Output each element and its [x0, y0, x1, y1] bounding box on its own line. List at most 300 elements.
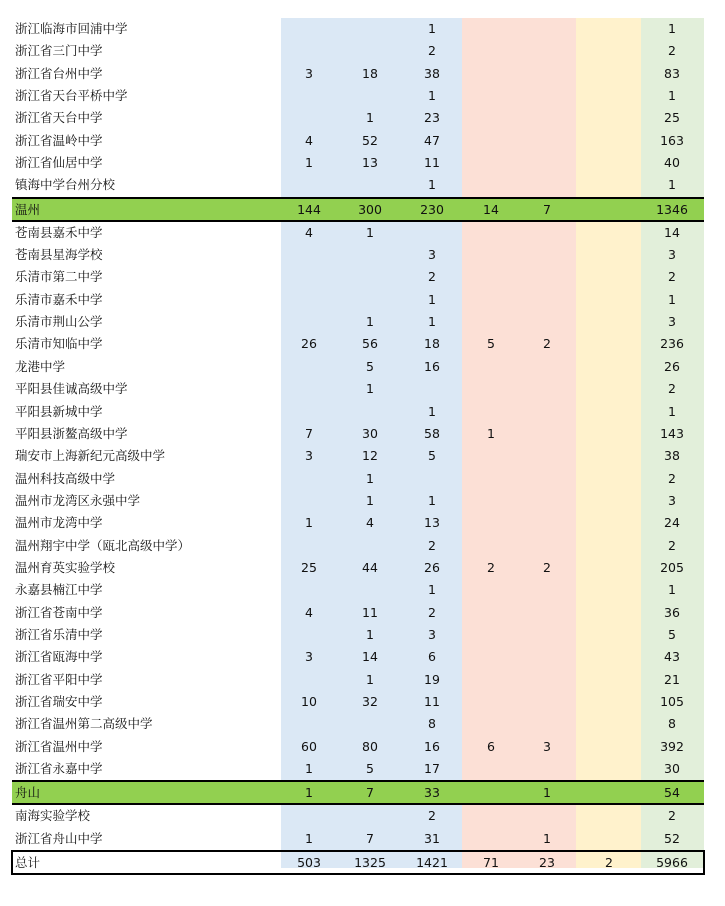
value-cell-c1: 1	[305, 830, 313, 846]
value-cell-c5	[517, 805, 577, 827]
value-cell-c3: 38	[424, 65, 440, 81]
value-cell-c4	[461, 445, 521, 467]
value-cell-c3: 6	[428, 649, 436, 665]
value-cell-c5	[517, 107, 577, 129]
value-cell-c5: 2	[543, 336, 551, 352]
value-cell-c6	[579, 423, 639, 445]
value-cell-total: 205	[660, 559, 684, 575]
value-cell-c1	[279, 107, 339, 129]
value-cell-c5	[517, 579, 577, 601]
value-cell-c2: 14	[362, 649, 378, 665]
value-cell-c2: 7	[366, 785, 374, 801]
value-cell-c4	[461, 669, 521, 691]
table-row	[12, 356, 704, 378]
value-cell-c5	[517, 713, 577, 735]
value-cell-total: 26	[664, 358, 680, 374]
table-row	[12, 378, 704, 400]
value-cell-c5	[517, 490, 577, 512]
value-cell-c5: 1	[543, 785, 551, 801]
value-cell-total: 2	[668, 269, 676, 285]
school-name-cell: 乐清市知临中学	[15, 336, 103, 352]
table-row	[12, 266, 704, 288]
value-cell-c6	[579, 624, 639, 646]
school-name-cell: 总计	[15, 855, 41, 871]
value-cell-c4	[461, 828, 521, 850]
value-cell-c4	[461, 311, 521, 333]
value-cell-c1: 26	[301, 336, 317, 352]
value-cell-c4	[461, 356, 521, 378]
value-cell-c2: 80	[362, 738, 378, 754]
value-cell-total: 14	[664, 224, 680, 240]
value-cell-c3: 8	[428, 716, 436, 732]
value-cell-c6	[579, 557, 639, 579]
value-cell-total: 40	[664, 155, 680, 171]
value-cell-c4	[461, 535, 521, 557]
value-cell-c2: 18	[362, 65, 378, 81]
value-cell-total: 24	[664, 515, 680, 531]
value-cell-c1	[279, 713, 339, 735]
school-name-cell: 浙江省永嘉中学	[15, 761, 103, 776]
value-cell-c6	[579, 311, 639, 333]
value-cell-c1: 60	[301, 738, 317, 754]
value-cell-c2: 1	[366, 381, 374, 397]
value-cell-c2: 44	[362, 559, 378, 575]
value-cell-total: 2	[668, 381, 676, 397]
value-cell-c2: 5	[366, 761, 374, 776]
value-cell-c5	[517, 174, 577, 196]
value-cell-c2: 32	[362, 693, 378, 709]
value-cell-total: 392	[660, 738, 684, 754]
value-cell-c6	[579, 266, 639, 288]
value-cell-total: 1346	[656, 201, 688, 217]
value-cell-total: 54	[664, 785, 680, 801]
value-cell-c3: 16	[424, 738, 440, 754]
value-cell-c3: 11	[424, 155, 440, 171]
value-cell-c2	[340, 535, 400, 557]
value-cell-c3: 58	[424, 425, 440, 441]
value-cell-c6	[579, 63, 639, 85]
value-cell-c5: 23	[539, 855, 555, 871]
value-cell-c5	[517, 512, 577, 534]
value-cell-c4	[461, 40, 521, 62]
value-cell-c2: 1	[366, 224, 374, 240]
value-cell-c2: 1325	[354, 855, 386, 871]
value-cell-c5	[517, 222, 577, 244]
school-name-cell: 温州翔宇中学（瓯北高级中学）	[15, 537, 191, 553]
value-cell-c2	[340, 713, 400, 735]
value-cell-c1: 4	[305, 224, 313, 240]
value-cell-total: 1	[668, 21, 676, 36]
table-row	[12, 691, 704, 713]
value-cell-c3	[402, 378, 462, 400]
table-row	[12, 401, 704, 423]
value-cell-c5	[517, 691, 577, 713]
value-cell-c6	[579, 40, 639, 62]
value-cell-c3: 1	[428, 88, 436, 104]
value-cell-total: 43	[664, 649, 680, 665]
value-cell-c1: 25	[301, 559, 317, 575]
value-cell-c3: 1	[428, 403, 436, 419]
value-cell-c5	[517, 18, 577, 40]
value-cell-c3: 2	[428, 43, 436, 59]
value-cell-c1: 1	[305, 155, 313, 171]
value-cell-c6	[579, 782, 639, 803]
value-cell-c6	[579, 356, 639, 378]
value-cell-c2: 7	[366, 830, 374, 846]
value-cell-c4	[461, 602, 521, 624]
value-cell-c6	[579, 512, 639, 534]
school-name-cell: 浙江省温州第二高级中学	[15, 716, 153, 732]
school-name-cell: 浙江省三门中学	[15, 43, 103, 59]
value-cell-c3: 230	[420, 201, 444, 217]
table-row	[12, 244, 704, 266]
value-cell-c6	[579, 378, 639, 400]
value-cell-c6	[579, 199, 639, 220]
value-cell-c6	[579, 535, 639, 557]
value-cell-c2: 52	[362, 132, 378, 148]
table-row	[12, 828, 704, 850]
value-cell-c1	[279, 266, 339, 288]
value-cell-c4	[461, 579, 521, 601]
table-row	[12, 152, 704, 174]
table-row	[12, 736, 704, 758]
value-cell-c3	[402, 468, 462, 490]
value-cell-c3: 2	[428, 604, 436, 620]
table-row	[12, 130, 704, 152]
school-name-cell: 温州市龙湾区永强中学	[15, 492, 141, 508]
value-cell-c3: 47	[424, 132, 440, 148]
value-cell-c1: 3	[305, 649, 313, 665]
value-cell-c4	[461, 378, 521, 400]
value-cell-c3: 16	[424, 358, 440, 374]
value-cell-total: 1	[668, 177, 676, 193]
value-cell-c3: 3	[428, 247, 436, 263]
school-name-cell: 苍南县星海学校	[15, 247, 103, 263]
value-cell-c5	[517, 646, 577, 668]
table-row	[12, 85, 704, 107]
value-cell-c3: 18	[424, 336, 440, 352]
value-cell-c2: 56	[362, 336, 378, 352]
table-row	[12, 311, 704, 333]
value-cell-total: 1	[668, 88, 676, 104]
table-row	[12, 468, 704, 490]
value-cell-total: 3	[668, 314, 676, 330]
value-cell-c3: 1	[428, 492, 436, 508]
value-cell-c2	[340, 289, 400, 311]
value-cell-c5	[517, 423, 577, 445]
value-cell-c6	[579, 828, 639, 850]
value-cell-c1	[279, 311, 339, 333]
value-cell-total: 36	[664, 604, 680, 620]
value-cell-c5: 1	[543, 830, 551, 846]
value-cell-c1	[279, 356, 339, 378]
value-cell-c3: 26	[424, 559, 440, 575]
school-name-cell: 浙江省瓯海中学	[15, 649, 103, 665]
value-cell-c2: 12	[362, 448, 378, 464]
value-cell-c6	[579, 18, 639, 40]
region-row	[12, 197, 704, 222]
value-cell-c5	[517, 356, 577, 378]
school-name-cell: 平阳县浙鳌高级中学	[15, 425, 128, 441]
value-cell-c4	[461, 646, 521, 668]
value-cell-c5	[517, 266, 577, 288]
value-cell-c3	[402, 222, 462, 244]
value-cell-c6	[579, 669, 639, 691]
value-cell-c2	[340, 85, 400, 107]
school-name-cell: 浙江省仙居中学	[15, 155, 103, 171]
value-cell-c3: 33	[424, 785, 440, 801]
value-cell-total: 163	[660, 132, 684, 148]
school-name-cell: 温州	[15, 201, 41, 217]
table-row	[12, 557, 704, 579]
value-cell-c4: 1	[487, 425, 495, 441]
table-row	[12, 713, 704, 735]
value-cell-c2: 1	[366, 492, 374, 508]
value-cell-c6	[579, 85, 639, 107]
value-cell-c4	[461, 85, 521, 107]
table-row	[12, 174, 704, 196]
school-name-cell: 舟山	[15, 785, 41, 801]
value-cell-c4	[461, 174, 521, 196]
value-cell-c3: 3	[428, 626, 436, 642]
value-cell-c1	[279, 468, 339, 490]
value-cell-total: 1	[668, 403, 676, 419]
table-row	[12, 669, 704, 691]
table-row	[12, 63, 704, 85]
value-cell-c2	[340, 174, 400, 196]
value-cell-c3: 31	[424, 830, 440, 846]
value-cell-c3: 5	[428, 448, 436, 464]
value-cell-c3: 2	[428, 537, 436, 553]
value-cell-c6	[579, 713, 639, 735]
value-cell-c2	[340, 244, 400, 266]
school-name-cell: 南海实验学校	[15, 808, 91, 824]
value-cell-total: 3	[668, 247, 676, 263]
value-cell-c1	[279, 490, 339, 512]
value-cell-total: 236	[660, 336, 684, 352]
value-cell-c3: 1	[428, 314, 436, 330]
value-cell-c2	[340, 266, 400, 288]
value-cell-c6	[579, 490, 639, 512]
value-cell-c5	[517, 152, 577, 174]
value-cell-c6	[579, 152, 639, 174]
value-cell-c6	[579, 401, 639, 423]
value-cell-c5: 2	[543, 559, 551, 575]
value-cell-c6	[579, 736, 639, 758]
value-cell-c1	[279, 40, 339, 62]
value-cell-c2: 1	[366, 671, 374, 687]
value-cell-c4	[461, 401, 521, 423]
value-cell-c5	[517, 758, 577, 780]
school-name-cell: 龙港中学	[15, 358, 66, 374]
value-cell-c2: 5	[366, 358, 374, 374]
value-cell-total: 2	[668, 537, 676, 553]
value-cell-c6	[579, 579, 639, 601]
value-cell-c5	[517, 669, 577, 691]
value-cell-c5	[517, 468, 577, 490]
value-cell-c4: 2	[487, 559, 495, 575]
value-cell-c1	[279, 174, 339, 196]
table-row	[12, 535, 704, 557]
value-cell-c1	[279, 579, 339, 601]
table-row	[12, 18, 704, 40]
total-row-left-border	[11, 850, 13, 875]
value-cell-c4	[461, 130, 521, 152]
value-cell-c4: 6	[487, 738, 495, 754]
table-row	[12, 107, 704, 129]
value-cell-c4	[461, 782, 521, 803]
value-cell-total: 1	[668, 291, 676, 307]
value-cell-c2: 30	[362, 425, 378, 441]
table-row	[12, 423, 704, 445]
value-cell-c4	[461, 289, 521, 311]
value-cell-c4	[461, 18, 521, 40]
value-cell-c3: 2	[428, 269, 436, 285]
value-cell-c4	[461, 152, 521, 174]
value-cell-c6	[579, 805, 639, 827]
value-cell-c1	[279, 805, 339, 827]
value-cell-c1: 144	[297, 201, 321, 217]
total-row	[12, 850, 704, 875]
value-cell-total: 2	[668, 43, 676, 59]
value-cell-c6	[579, 244, 639, 266]
table-row	[12, 512, 704, 534]
school-name-cell: 浙江省苍南中学	[15, 604, 103, 620]
school-name-cell: 浙江省乐清中学	[15, 626, 103, 642]
school-name-cell: 乐清市第二中学	[15, 269, 103, 285]
value-cell-c4	[461, 244, 521, 266]
school-name-cell: 苍南县嘉禾中学	[15, 224, 103, 240]
school-name-cell: 温州市龙湾中学	[15, 515, 103, 531]
value-cell-c4	[461, 490, 521, 512]
value-cell-c4: 5	[487, 336, 495, 352]
value-cell-c6	[579, 130, 639, 152]
value-cell-c3: 1	[428, 291, 436, 307]
school-name-cell: 浙江省温岭中学	[15, 132, 103, 148]
value-cell-c5	[517, 535, 577, 557]
value-cell-c3: 1	[428, 582, 436, 598]
value-cell-c1: 1	[305, 761, 313, 776]
value-cell-total: 2	[668, 470, 676, 486]
table-row	[12, 289, 704, 311]
value-cell-total: 105	[660, 693, 684, 709]
value-cell-c6	[579, 107, 639, 129]
value-cell-c6	[579, 333, 639, 355]
value-cell-c5	[517, 401, 577, 423]
value-cell-total: 38	[664, 448, 680, 464]
table-row	[12, 222, 704, 244]
value-cell-c5	[517, 378, 577, 400]
value-cell-total: 21	[664, 671, 680, 687]
value-cell-c6	[579, 646, 639, 668]
table-row	[12, 646, 704, 668]
table-row	[12, 602, 704, 624]
value-cell-c4	[461, 713, 521, 735]
value-cell-c3: 17	[424, 761, 440, 776]
table-row	[12, 445, 704, 467]
value-cell-c4	[461, 107, 521, 129]
value-cell-c5	[517, 85, 577, 107]
value-cell-c6	[579, 222, 639, 244]
value-cell-c1: 4	[305, 604, 313, 620]
value-cell-c2: 4	[366, 515, 374, 531]
value-cell-c4	[461, 222, 521, 244]
school-name-cell: 浙江省台州中学	[15, 65, 103, 81]
value-cell-c5	[517, 445, 577, 467]
value-cell-c1	[279, 85, 339, 107]
value-cell-c3: 13	[424, 515, 440, 531]
value-cell-total: 25	[664, 110, 680, 126]
value-cell-c6	[579, 445, 639, 467]
value-cell-c1	[279, 244, 339, 266]
value-cell-c1: 7	[305, 425, 313, 441]
school-name-cell: 平阳县新城中学	[15, 403, 103, 419]
school-name-cell: 温州科技高级中学	[15, 470, 116, 486]
value-cell-c3: 1	[428, 21, 436, 36]
value-cell-total: 83	[664, 65, 680, 81]
value-cell-c4	[461, 758, 521, 780]
value-cell-c2	[340, 40, 400, 62]
value-cell-c5	[517, 130, 577, 152]
total-row-right-border	[703, 850, 705, 875]
school-name-cell: 浙江省温州中学	[15, 738, 103, 754]
value-cell-c2	[340, 805, 400, 827]
school-name-cell: 浙江省天台中学	[15, 110, 103, 126]
value-cell-c2	[340, 401, 400, 423]
school-name-cell: 浙江省平阳中学	[15, 671, 103, 687]
value-cell-c3: 1	[428, 177, 436, 193]
value-cell-c5: 3	[543, 738, 551, 754]
value-cell-c3: 1421	[416, 855, 448, 871]
value-cell-c5	[517, 602, 577, 624]
school-name-cell: 平阳县佳诚高级中学	[15, 381, 128, 397]
school-name-cell: 乐清市嘉禾中学	[15, 291, 103, 307]
value-cell-c4	[461, 63, 521, 85]
value-cell-c2: 11	[362, 604, 378, 620]
school-name-cell: 乐清市荆山公学	[15, 314, 103, 330]
value-cell-c5	[517, 311, 577, 333]
value-cell-c3: 2	[428, 808, 436, 824]
value-cell-c3: 19	[424, 671, 440, 687]
school-name-cell: 镇海中学台州分校	[15, 177, 116, 193]
value-cell-c6	[579, 691, 639, 713]
value-cell-total: 1	[668, 582, 676, 598]
value-cell-c4	[461, 468, 521, 490]
value-cell-c1	[279, 289, 339, 311]
value-cell-c1	[279, 669, 339, 691]
region-row	[12, 780, 704, 805]
value-cell-c4	[461, 691, 521, 713]
value-cell-c3: 23	[424, 110, 440, 126]
table-row	[12, 805, 704, 827]
value-cell-c1	[279, 378, 339, 400]
value-cell-c4	[461, 805, 521, 827]
table-row	[12, 40, 704, 62]
school-name-cell: 永嘉县楠江中学	[15, 582, 103, 598]
value-cell-c2: 1	[366, 470, 374, 486]
table-row	[12, 333, 704, 355]
table-row	[12, 490, 704, 512]
value-cell-c1	[279, 401, 339, 423]
value-cell-c1: 3	[305, 448, 313, 464]
value-cell-c2: 1	[366, 626, 374, 642]
value-cell-c3: 11	[424, 693, 440, 709]
table-row	[12, 758, 704, 780]
table-row	[12, 624, 704, 646]
value-cell-c4: 71	[483, 855, 499, 871]
value-cell-c6	[579, 758, 639, 780]
value-cell-total: 2	[668, 808, 676, 824]
